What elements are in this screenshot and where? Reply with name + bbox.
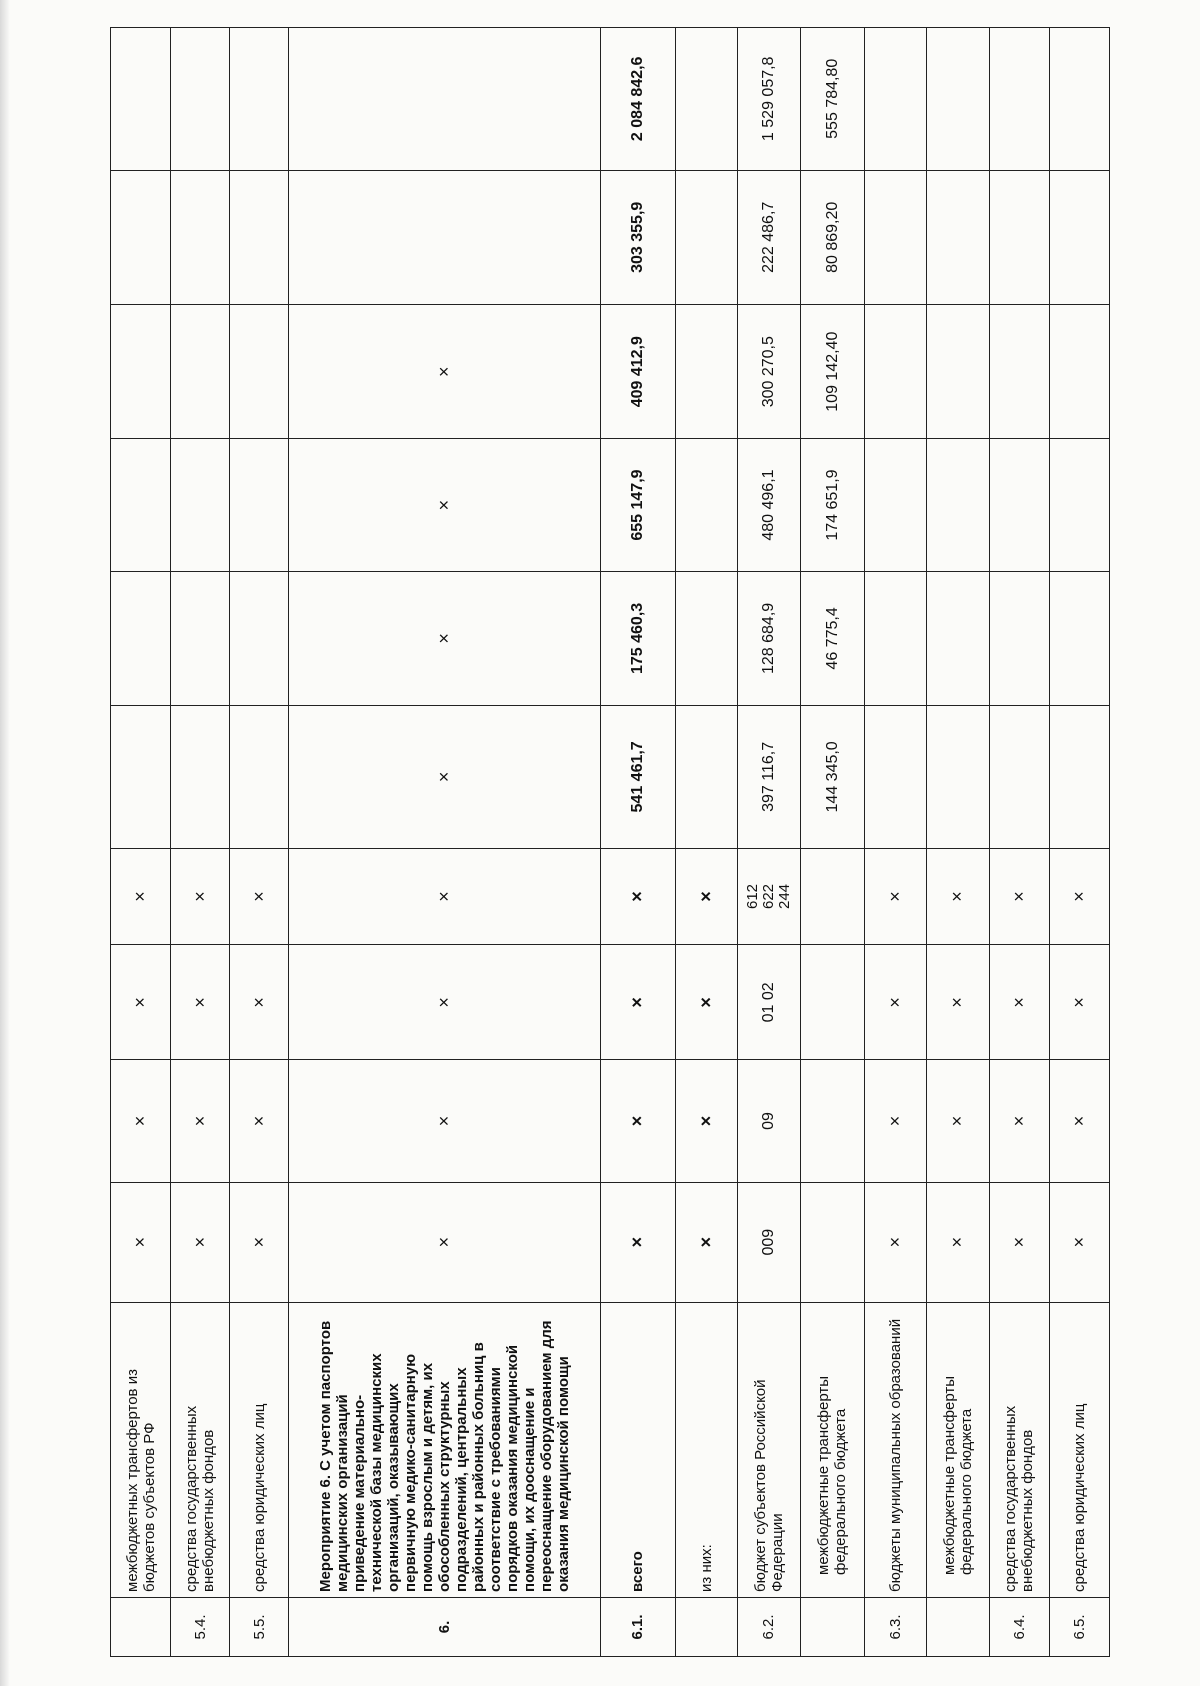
table-row: [600, 28, 675, 1657]
cell-value: [230, 706, 289, 849]
row-name: средства юридических лиц: [230, 1302, 289, 1597]
cell-value: [865, 571, 927, 705]
cell-value: [289, 170, 601, 304]
cell-value: 541 461,7: [600, 706, 675, 849]
table-row: [865, 28, 927, 1657]
row-number: [927, 1597, 989, 1656]
cell-value: [111, 706, 171, 849]
row-name: всего: [600, 1302, 675, 1597]
cell-code: ×: [171, 1060, 230, 1182]
table-row: [230, 28, 289, 1657]
cell-code: ×: [927, 945, 989, 1060]
cell-value: [171, 28, 230, 171]
table-row: [927, 28, 989, 1657]
cell-value: [171, 170, 230, 304]
cell-value: [676, 706, 738, 849]
cell-code: ×: [230, 1060, 289, 1182]
cell-code: ×: [865, 1182, 927, 1302]
table-row: [800, 28, 864, 1657]
cell-code: ×: [171, 848, 230, 945]
cell-value: 128 684,9: [738, 571, 800, 705]
cell-code: ×: [111, 1060, 171, 1182]
cell-value: [111, 304, 171, 438]
cell-code: ×: [289, 1182, 601, 1302]
cell-value: [230, 439, 289, 571]
cell-value: 174 651,9: [800, 439, 864, 571]
cell-value: [1049, 439, 1109, 571]
cell-code: ×: [111, 1182, 171, 1302]
cell-value: [111, 571, 171, 705]
row-name: межбюджетные трансферты федерального бюджета: [927, 1302, 989, 1597]
cell-value: [865, 170, 927, 304]
cell-code: ×: [676, 1182, 738, 1302]
cell-value: ×: [289, 706, 601, 849]
cell-code: ×: [230, 848, 289, 945]
cell-value: [1049, 571, 1109, 705]
row-name: из них:: [676, 1302, 738, 1597]
cell-code: ×: [927, 1182, 989, 1302]
cell-code: ×: [865, 945, 927, 1060]
table-row: [676, 28, 738, 1657]
budget-table: [110, 27, 1110, 1657]
cell-value: [865, 304, 927, 438]
cell-value: [230, 571, 289, 705]
cell-value: [230, 170, 289, 304]
row-number: [676, 1597, 738, 1656]
cell-value: 2 084 842,6: [600, 28, 675, 171]
cell-code: [800, 1060, 864, 1182]
cell-value: [865, 706, 927, 849]
cell-value: [111, 439, 171, 571]
cell-value: [1049, 170, 1109, 304]
cell-value: [927, 439, 989, 571]
cell-code: 009: [738, 1182, 800, 1302]
table-row: [738, 28, 800, 1657]
table-row: [111, 28, 171, 1657]
cell-code: [800, 945, 864, 1060]
row-name: бюджеты муниципальных образований: [865, 1302, 927, 1597]
row-number: [800, 1597, 864, 1656]
cell-code: ×: [676, 1060, 738, 1182]
row-name: межбюджетные трансферты федерального бюджета: [800, 1302, 864, 1597]
cell-code: ×: [600, 848, 675, 945]
cell-value: ×: [289, 304, 601, 438]
cell-value: [927, 170, 989, 304]
cell-value: [1049, 304, 1109, 438]
cell-code: ×: [111, 945, 171, 1060]
row-number: 6.3.: [865, 1597, 927, 1656]
cell-value: [989, 28, 1049, 171]
cell-value: 46 775,4: [800, 571, 864, 705]
table-row: [289, 28, 601, 1657]
rotated-table-container: [110, 27, 1110, 1657]
cell-code: ×: [1049, 848, 1109, 945]
cell-code: ×: [171, 1182, 230, 1302]
cell-code: ×: [865, 848, 927, 945]
cell-value: [989, 304, 1049, 438]
table-row: [1049, 28, 1109, 1657]
cell-value: 1 529 057,8: [738, 28, 800, 171]
cell-code: ×: [676, 848, 738, 945]
cell-code: ×: [927, 1060, 989, 1182]
row-name: средства государственных внебюджетных фондов: [171, 1302, 230, 1597]
cell-value: [989, 706, 1049, 849]
cell-value: [865, 439, 927, 571]
cell-code: ×: [111, 848, 171, 945]
cell-code: 612 622 244: [738, 848, 800, 945]
row-number: 5.4.: [171, 1597, 230, 1656]
cell-code: ×: [230, 1182, 289, 1302]
cell-code: ×: [171, 945, 230, 1060]
cell-code: ×: [865, 1060, 927, 1182]
cell-code: ×: [989, 848, 1049, 945]
row-number: 6.5.: [1049, 1597, 1109, 1656]
cell-value: [989, 571, 1049, 705]
cell-value: ×: [289, 439, 601, 571]
cell-code: ×: [989, 1060, 1049, 1182]
cell-code: ×: [289, 945, 601, 1060]
cell-value: [230, 28, 289, 171]
cell-value: [111, 170, 171, 304]
cell-code: ×: [289, 848, 601, 945]
cell-value: [676, 571, 738, 705]
cell-code: ×: [600, 945, 675, 1060]
cell-value: ×: [289, 571, 601, 705]
cell-code: ×: [600, 1182, 675, 1302]
cell-code: ×: [600, 1060, 675, 1182]
cell-value: [927, 304, 989, 438]
cell-value: 409 412,9: [600, 304, 675, 438]
row-number: 6.4.: [989, 1597, 1049, 1656]
cell-code: ×: [230, 945, 289, 1060]
cell-value: [171, 304, 230, 438]
cell-value: [111, 28, 171, 171]
row-name: средства государственных внебюджетных фондов: [989, 1302, 1049, 1597]
cell-value: 175 460,3: [600, 571, 675, 705]
cell-code: ×: [989, 1182, 1049, 1302]
cell-value: [1049, 706, 1109, 849]
row-name: межбюджетных трансфертов из бюджетов субъектов РФ: [111, 1302, 171, 1597]
cell-value: [1049, 28, 1109, 171]
cell-value: [171, 439, 230, 571]
cell-value: [676, 304, 738, 438]
cell-value: [289, 28, 601, 171]
cell-code: ×: [989, 945, 1049, 1060]
cell-value: [927, 706, 989, 849]
cell-code: ×: [1049, 945, 1109, 1060]
cell-value: 555 784,80: [800, 28, 864, 171]
cell-code: ×: [289, 1060, 601, 1182]
cell-value: [927, 571, 989, 705]
row-number: 6.2.: [738, 1597, 800, 1656]
scan-edge-shadow: [0, 0, 10, 1686]
cell-value: 303 355,9: [600, 170, 675, 304]
cell-value: [676, 439, 738, 571]
row-number: 6.1.: [600, 1597, 675, 1656]
cell-value: [927, 28, 989, 171]
cell-value: 222 486,7: [738, 170, 800, 304]
cell-value: [865, 28, 927, 171]
cell-value: 655 147,9: [600, 439, 675, 571]
row-number: [111, 1597, 171, 1656]
table-row: [989, 28, 1049, 1657]
cell-code: [800, 848, 864, 945]
cell-value: [676, 28, 738, 171]
cell-code: ×: [927, 848, 989, 945]
cell-value: [171, 571, 230, 705]
cell-value: 109 142,40: [800, 304, 864, 438]
cell-value: 300 270,5: [738, 304, 800, 438]
row-name: средства юридических лиц: [1049, 1302, 1109, 1597]
row-number: 6.: [289, 1597, 601, 1656]
cell-code: 09: [738, 1060, 800, 1182]
cell-value: [230, 304, 289, 438]
cell-value: [676, 170, 738, 304]
cell-value: 397 116,7: [738, 706, 800, 849]
cell-code: 01 02: [738, 945, 800, 1060]
cell-code: ×: [676, 945, 738, 1060]
cell-value: 144 345,0: [800, 706, 864, 849]
cell-value: [171, 706, 230, 849]
row-name: Мероприятие 6. С учетом паспортов медицинских организаций приведение материально-технической базы медицинских организаций, оказывающих первичную медико-санитарную помощь взрослым и детям, их обособленных структурных подразделений, центральных районных и районных больниц в соответствие с требованиями порядков оказания медицинской помощи, их дооснащение и переоснащение оборудованием для оказания медицинской помощи: [289, 1302, 601, 1597]
cell-code: ×: [1049, 1182, 1109, 1302]
row-name: бюджет субъектов Российской Федерации: [738, 1302, 800, 1597]
cell-value: 80 869,20: [800, 170, 864, 304]
row-number: 5.5.: [230, 1597, 289, 1656]
table-row: [171, 28, 230, 1657]
cell-value: [989, 170, 1049, 304]
cell-value: [989, 439, 1049, 571]
cell-code: ×: [1049, 1060, 1109, 1182]
cell-value: 480 496,1: [738, 439, 800, 571]
cell-code: [800, 1182, 864, 1302]
